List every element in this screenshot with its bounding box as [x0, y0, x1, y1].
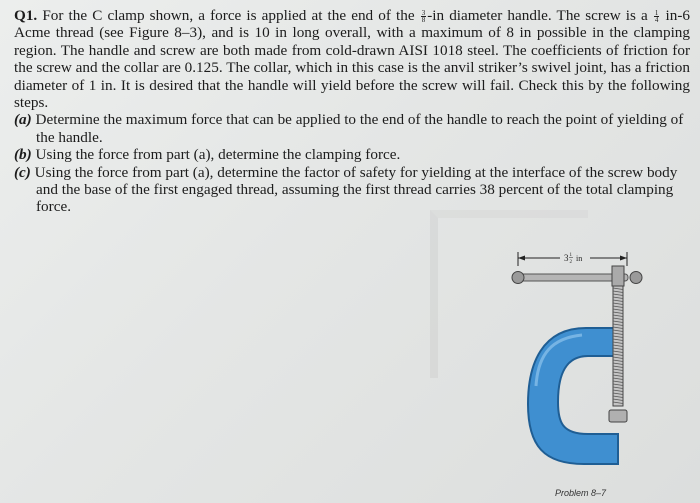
part-c — [14, 164, 690, 216]
handle-end-right — [630, 272, 642, 284]
handle-diameter-fraction — [421, 10, 427, 23]
swivel-pad — [609, 410, 627, 422]
clamp-body — [528, 328, 620, 464]
part-b-text: Using the force from part (a), determine the clamping force. — [31, 146, 401, 164]
part-a-text: Determine the maximum force that can be applied to the end of the handle to reach the point of yielding of the handle. — [31, 111, 684, 146]
question-segment-1: For the C clamp shown, a force is applied at the end of the — [37, 7, 420, 24]
part-a-label: (a) — [14, 111, 32, 129]
screw-size-fraction — [654, 10, 660, 23]
handle-end-left — [512, 272, 524, 284]
screw-head — [612, 266, 624, 286]
question-segment-3: in-6 Acme thread (see Figure 8–3), and is 10 in long overall, with a maximum of 8 in possible in the clamping region. The handle and screw are both made from cold-drawn AISI 1018 steel. The coefficients of friction for the screw and the collar are 0.125. The collar, which in this case is the anvil striker’s swivel joint, has a friction diameter of 1 in. It is desired that the handle will yield before the screw will fail. Check this by the following steps. — [14, 7, 691, 112]
dimension-denominator: 2 — [569, 260, 572, 265]
dimension-line — [518, 252, 627, 266]
dimension-numerator: 1 — [569, 253, 572, 258]
handle-fraction-denominator: 8 — [421, 16, 426, 25]
part-b-label: (b) — [14, 146, 32, 164]
question-segment-2: -in diameter handle. The screw is a — [427, 7, 653, 24]
clamp-frame — [528, 328, 620, 464]
screw-fraction-numerator: 1 — [654, 9, 659, 18]
c-clamp-figure — [500, 236, 670, 501]
screw-fraction-denominator: 4 — [654, 16, 659, 25]
figure-caption: Problem 8–7 — [555, 488, 607, 498]
part-b — [14, 146, 690, 163]
part-c-label: (c) — [14, 163, 31, 181]
question-body — [14, 7, 690, 111]
part-a — [14, 111, 690, 146]
problem-text — [14, 7, 690, 216]
handle-fraction-numerator: 3 — [421, 9, 426, 18]
dimension-whole: 3 — [564, 253, 569, 263]
question-paragraph — [14, 7, 690, 111]
question-number: Q1. — [14, 7, 38, 24]
dimension-unit: in — [576, 254, 583, 263]
part-c-text: Using the force from part (a), determine the factor of safety for yielding at the interface of the screw body and the base of the first engaged thread, assuming the first thread carries 38 percent of the total clamping force. — [30, 163, 678, 216]
